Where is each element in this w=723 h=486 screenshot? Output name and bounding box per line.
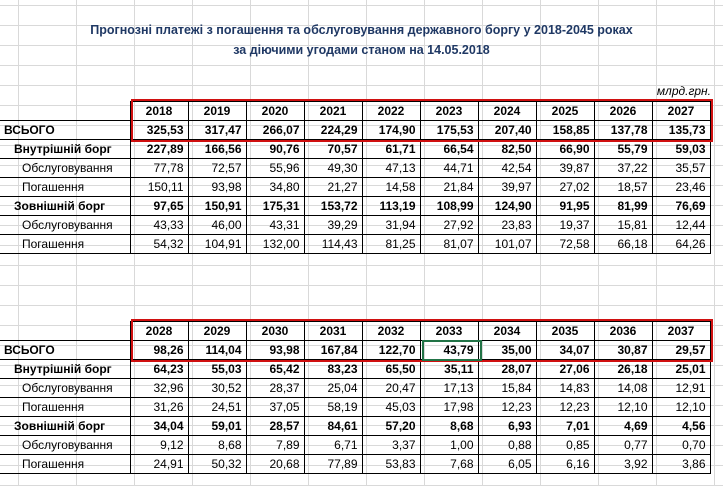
value-cell[interactable]: 58,19	[304, 398, 362, 417]
value-cell[interactable]: 17,13	[420, 379, 478, 398]
value-cell[interactable]: 66,54	[420, 140, 478, 159]
value-cell[interactable]: 34,80	[246, 178, 304, 197]
year-header-cell[interactable]: 2021	[304, 102, 362, 121]
value-cell[interactable]: 27,06	[536, 360, 594, 379]
table-row	[0, 235, 710, 254]
value-cell[interactable]: 31,26	[130, 398, 188, 417]
row-label-cell[interactable]: Обслуговування	[0, 159, 130, 178]
row-label-cell[interactable]: Обслуговування	[0, 216, 130, 235]
value-cell[interactable]: 28,07	[478, 360, 536, 379]
value-cell[interactable]: 4,56	[652, 417, 710, 436]
value-cell[interactable]: 12,23	[536, 398, 594, 417]
value-cell[interactable]: 53,83	[362, 455, 420, 474]
value-cell[interactable]: 167,84	[304, 341, 362, 360]
value-cell[interactable]: 19,37	[536, 216, 594, 235]
report-title-line-1: Прогнозні платежі з погашення та обслуговування державного боргу у 2018-2045 роках	[90, 23, 633, 37]
value-cell[interactable]: 77,78	[130, 159, 188, 178]
table-row	[0, 178, 710, 197]
table-row	[0, 436, 710, 455]
value-cell[interactable]: 55,03	[188, 360, 246, 379]
value-cell[interactable]: 76,69	[652, 197, 710, 216]
value-cell[interactable]: 39,87	[536, 159, 594, 178]
value-cell[interactable]: 3,92	[594, 455, 652, 474]
value-cell[interactable]: 28,57	[246, 417, 304, 436]
row-label-cell[interactable]: Погашення	[0, 235, 130, 254]
value-cell[interactable]: 32,96	[130, 379, 188, 398]
value-cell[interactable]: 0,70	[652, 436, 710, 455]
value-cell[interactable]: 29,57	[652, 341, 710, 360]
value-cell[interactable]: 64,23	[130, 360, 188, 379]
value-cell[interactable]: 23,46	[652, 178, 710, 197]
value-cell[interactable]: 72,58	[536, 235, 594, 254]
table-row	[0, 417, 710, 436]
value-cell[interactable]: 7,68	[420, 455, 478, 474]
value-cell[interactable]: 101,07	[478, 235, 536, 254]
units-label: млрд.грн.	[656, 84, 711, 98]
value-cell[interactable]: 43,79	[420, 341, 478, 360]
value-cell[interactable]: 50,32	[188, 455, 246, 474]
value-cell[interactable]: 12,23	[478, 398, 536, 417]
row-label-cell[interactable]: Погашення	[0, 398, 130, 417]
year-header-cell[interactable]: 2019	[188, 102, 246, 121]
value-cell[interactable]: 227,89	[130, 140, 188, 159]
year-header-cell[interactable]: 2030	[246, 322, 304, 341]
value-cell[interactable]: 12,10	[594, 398, 652, 417]
year-header-cell[interactable]: 2028	[130, 322, 188, 341]
value-cell[interactable]: 83,23	[304, 360, 362, 379]
value-cell[interactable]: 224,29	[304, 121, 362, 140]
value-cell[interactable]: 97,65	[130, 197, 188, 216]
value-cell[interactable]: 175,53	[420, 121, 478, 140]
value-cell[interactable]: 132,00	[246, 235, 304, 254]
table-row	[0, 379, 710, 398]
value-cell[interactable]: 65,50	[362, 360, 420, 379]
report-title-line-2: за діючими угодами станом на 14.05.2018	[233, 43, 490, 57]
year-header-cell[interactable]: 2018	[130, 102, 188, 121]
value-cell[interactable]: 72,57	[188, 159, 246, 178]
value-cell[interactable]: 15,81	[594, 216, 652, 235]
value-cell[interactable]: 113,19	[362, 197, 420, 216]
year-header-cell[interactable]: 2022	[362, 102, 420, 121]
value-cell[interactable]: 35,57	[652, 159, 710, 178]
row-label-cell[interactable]: Зовнішній борг	[0, 197, 130, 216]
table-row	[0, 197, 710, 216]
value-cell[interactable]: 25,01	[652, 360, 710, 379]
value-cell[interactable]: 34,07	[536, 341, 594, 360]
year-header-cell[interactable]: 2034	[478, 322, 536, 341]
value-cell[interactable]: 27,92	[420, 216, 478, 235]
value-cell[interactable]: 24,51	[188, 398, 246, 417]
value-cell[interactable]: 14,08	[594, 379, 652, 398]
value-cell[interactable]: 21,27	[304, 178, 362, 197]
year-header-cell[interactable]: 2020	[246, 102, 304, 121]
value-cell[interactable]: 122,70	[362, 341, 420, 360]
value-cell[interactable]: 65,42	[246, 360, 304, 379]
year-header-cell[interactable]: 2027	[652, 102, 710, 121]
value-cell[interactable]: 137,78	[594, 121, 652, 140]
row-label-cell[interactable]: Внутрішній борг	[0, 140, 130, 159]
value-cell[interactable]: 150,11	[130, 178, 188, 197]
year-header-cell[interactable]: 2025	[536, 102, 594, 121]
table-row	[0, 360, 710, 379]
value-cell[interactable]: 66,90	[536, 140, 594, 159]
value-cell[interactable]: 43,31	[246, 216, 304, 235]
value-cell[interactable]: 3,86	[652, 455, 710, 474]
value-cell[interactable]: 0,77	[594, 436, 652, 455]
value-cell[interactable]: 39,97	[478, 178, 536, 197]
value-cell[interactable]: 37,22	[594, 159, 652, 178]
value-cell[interactable]: 81,07	[420, 235, 478, 254]
year-header-cell[interactable]: 2029	[188, 322, 246, 341]
year-header-cell[interactable]: 2026	[594, 102, 652, 121]
value-cell[interactable]: 174,90	[362, 121, 420, 140]
value-cell[interactable]: 114,04	[188, 341, 246, 360]
year-header-cell[interactable]: 2037	[652, 322, 710, 341]
value-cell[interactable]: 150,91	[188, 197, 246, 216]
value-cell[interactable]: 158,85	[536, 121, 594, 140]
value-cell[interactable]: 166,56	[188, 140, 246, 159]
value-cell[interactable]: 54,32	[130, 235, 188, 254]
value-cell[interactable]: 1,00	[420, 436, 478, 455]
value-cell[interactable]: 43,33	[130, 216, 188, 235]
value-cell[interactable]: 153,72	[304, 197, 362, 216]
value-cell[interactable]: 14,83	[536, 379, 594, 398]
row-label-cell[interactable]: Зовнішній борг	[0, 417, 130, 436]
row-label-cell[interactable]: ВСЬОГО	[0, 121, 130, 140]
value-cell[interactable]: 6,71	[304, 436, 362, 455]
value-cell[interactable]: 30,87	[594, 341, 652, 360]
value-cell[interactable]: 61,71	[362, 140, 420, 159]
value-cell[interactable]: 15,84	[478, 379, 536, 398]
value-cell[interactable]: 8,68	[420, 417, 478, 436]
row-label-cell[interactable]: Обслуговування	[0, 379, 130, 398]
value-cell[interactable]: 26,18	[594, 360, 652, 379]
value-cell[interactable]: 31,94	[362, 216, 420, 235]
value-cell[interactable]: 93,98	[246, 341, 304, 360]
value-cell[interactable]: 266,07	[246, 121, 304, 140]
value-cell[interactable]: 90,76	[246, 140, 304, 159]
value-cell[interactable]: 25,04	[304, 379, 362, 398]
value-cell[interactable]: 17,98	[420, 398, 478, 417]
value-cell[interactable]: 27,02	[536, 178, 594, 197]
value-cell[interactable]: 20,47	[362, 379, 420, 398]
value-cell[interactable]: 20,68	[246, 455, 304, 474]
row-label-cell[interactable]: ВСЬОГО	[0, 341, 130, 360]
value-cell[interactable]: 317,47	[188, 121, 246, 140]
value-cell[interactable]: 12,91	[652, 379, 710, 398]
value-cell[interactable]: 3,37	[362, 436, 420, 455]
value-cell[interactable]: 207,40	[478, 121, 536, 140]
value-cell[interactable]: 82,50	[478, 140, 536, 159]
value-cell[interactable]: 98,26	[130, 341, 188, 360]
value-cell[interactable]: 0,88	[478, 436, 536, 455]
value-cell[interactable]: 12,44	[652, 216, 710, 235]
value-cell[interactable]: 34,04	[130, 417, 188, 436]
year-header-cell[interactable]: 2032	[362, 322, 420, 341]
value-cell[interactable]: 175,31	[246, 197, 304, 216]
value-cell[interactable]: 7,01	[536, 417, 594, 436]
value-cell[interactable]: 49,30	[304, 159, 362, 178]
value-cell[interactable]: 35,11	[420, 360, 478, 379]
row-label-cell[interactable]: Внутрішній борг	[0, 360, 130, 379]
table-row	[0, 216, 710, 235]
header-blank-cell[interactable]	[0, 322, 130, 341]
value-cell[interactable]: 59,01	[188, 417, 246, 436]
value-cell[interactable]: 6,05	[478, 455, 536, 474]
year-header-cell[interactable]: 2033	[420, 322, 478, 341]
value-cell[interactable]: 81,99	[594, 197, 652, 216]
value-cell[interactable]: 46,00	[188, 216, 246, 235]
value-cell[interactable]: 23,83	[478, 216, 536, 235]
year-header-cell[interactable]: 2024	[478, 102, 536, 121]
value-cell[interactable]: 91,95	[536, 197, 594, 216]
table-row	[0, 140, 710, 159]
table-row	[0, 398, 710, 417]
year-header-cell[interactable]: 2023	[420, 102, 478, 121]
value-cell[interactable]: 325,53	[130, 121, 188, 140]
value-cell[interactable]: 55,79	[594, 140, 652, 159]
value-cell[interactable]: 93,98	[188, 178, 246, 197]
value-cell[interactable]: 6,16	[536, 455, 594, 474]
value-cell[interactable]: 30,52	[188, 379, 246, 398]
value-cell[interactable]: 39,29	[304, 216, 362, 235]
selected-cell-cursor[interactable]	[422, 340, 482, 361]
value-cell[interactable]: 47,13	[362, 159, 420, 178]
value-cell[interactable]: 21,84	[420, 178, 478, 197]
value-cell[interactable]: 24,91	[130, 455, 188, 474]
value-cell[interactable]: 114,43	[304, 235, 362, 254]
value-cell[interactable]: 8,68	[188, 436, 246, 455]
value-cell[interactable]: 0,85	[536, 436, 594, 455]
value-cell[interactable]: 77,89	[304, 455, 362, 474]
value-cell[interactable]: 135,73	[652, 121, 710, 140]
value-cell[interactable]: 108,99	[420, 197, 478, 216]
value-cell[interactable]: 12,10	[652, 398, 710, 417]
value-cell[interactable]: 4,69	[594, 417, 652, 436]
value-cell[interactable]: 37,05	[246, 398, 304, 417]
year-header-cell[interactable]: 2036	[594, 322, 652, 341]
table-row	[0, 455, 710, 474]
value-cell[interactable]: 104,91	[188, 235, 246, 254]
value-cell[interactable]: 81,25	[362, 235, 420, 254]
value-cell[interactable]: 84,61	[304, 417, 362, 436]
year-header-cell[interactable]: 2031	[304, 322, 362, 341]
value-cell[interactable]: 42,54	[478, 159, 536, 178]
value-cell[interactable]: 44,71	[420, 159, 478, 178]
value-cell[interactable]: 14,58	[362, 178, 420, 197]
value-cell[interactable]: 70,57	[304, 140, 362, 159]
row-label-cell[interactable]: Погашення	[0, 178, 130, 197]
value-cell[interactable]: 57,20	[362, 417, 420, 436]
value-cell[interactable]: 6,93	[478, 417, 536, 436]
row-label-cell[interactable]: Обслуговування	[0, 436, 130, 455]
value-cell[interactable]: 66,18	[594, 235, 652, 254]
row-label-cell[interactable]: Погашення	[0, 455, 130, 474]
value-cell[interactable]: 18,57	[594, 178, 652, 197]
value-cell[interactable]: 45,03	[362, 398, 420, 417]
highlight-box-2018-2027	[131, 99, 713, 142]
value-cell[interactable]: 35,00	[478, 341, 536, 360]
value-cell[interactable]: 55,96	[246, 159, 304, 178]
value-cell[interactable]: 64,26	[652, 235, 710, 254]
value-cell[interactable]: 124,90	[478, 197, 536, 216]
value-cell[interactable]: 9,12	[130, 436, 188, 455]
year-header-cell[interactable]: 2035	[536, 322, 594, 341]
header-blank-cell[interactable]	[0, 102, 130, 121]
value-cell[interactable]: 7,89	[246, 436, 304, 455]
table-row	[0, 159, 710, 178]
value-cell[interactable]: 59,03	[652, 140, 710, 159]
value-cell[interactable]: 28,37	[246, 379, 304, 398]
